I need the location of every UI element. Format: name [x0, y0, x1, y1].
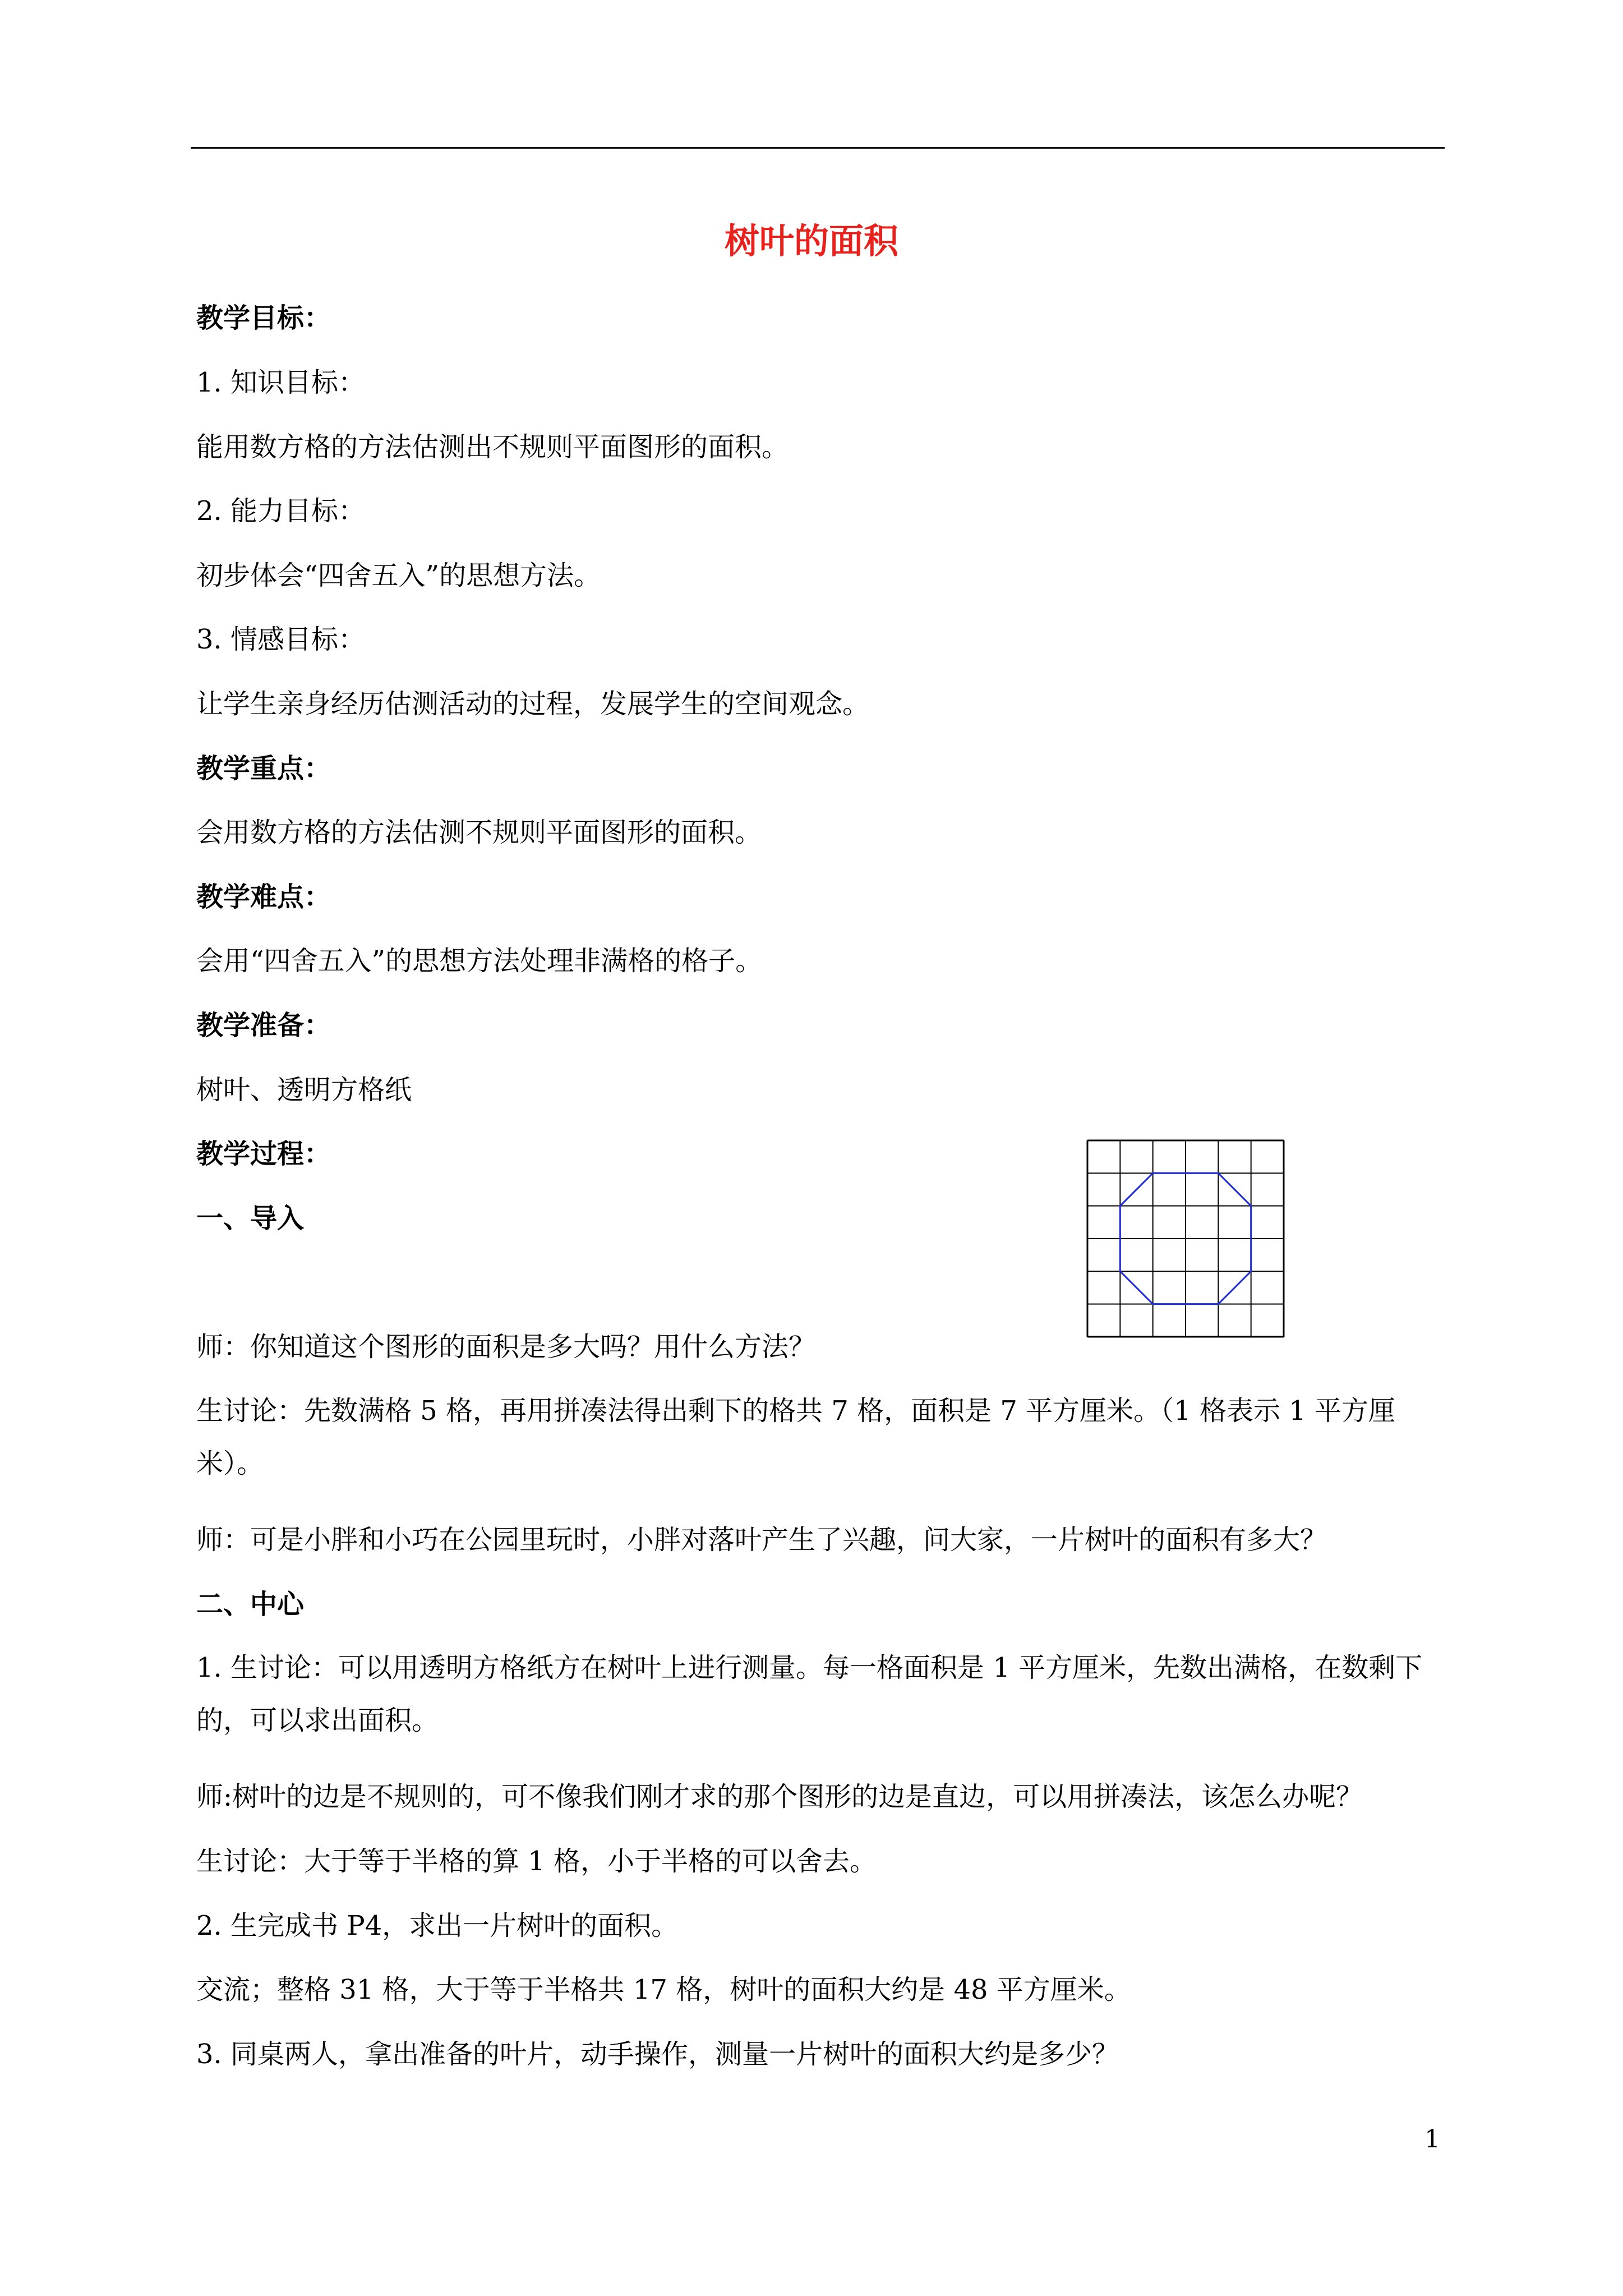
knowledge-goal-text: 能用数方格的方法估测出不规则平面图形的面积。 — [196, 431, 789, 463]
student-discussion-1: 生讨论：先数满格 5 格，再用拼凑法得出剩下的格共 7 格，面积是 7 平方厘米。（1 格表示 1 平方厘米）。 — [196, 1395, 1396, 1479]
exchange-text: 交流；整格 31 格，大于等于半格共 17 格，树叶的面积大约是 48 平方厘米。 — [196, 1974, 1131, 2005]
emotion-goal-text: 让学生亲身经历估测活动的过程，发展学生的空间观念。 — [196, 688, 870, 720]
grid-figure — [1086, 1139, 1285, 1338]
preparation-text: 树叶、透明方格纸 — [196, 1074, 412, 1106]
center-item-3: 3. 同桌两人，拿出准备的叶片，动手操作，测量一片树叶的面积大约是多少？ — [196, 2039, 1119, 2070]
teacher-question-1: 师：你知道这个图形的面积是多大吗？用什么方法？ — [196, 1331, 816, 1363]
center-item-1: 1. 生讨论：可以用透明方格纸方在树叶上进行测量。每一格面积是 1 平方厘米，先数出满格，在数剩下的，可以求出面积。 — [196, 1652, 1423, 1736]
key-point-text: 会用数方格的方法估测不规则平面图形的面积。 — [196, 817, 762, 848]
teacher-question-3: 师:树叶的边是不规则的，可不像我们刚才求的那个图形的边是直边，可以用拼凑法，该怎么办呢？ — [196, 1781, 1363, 1812]
intro-heading: 一、导入 — [196, 1203, 305, 1234]
goals-heading: 教学目标： — [196, 302, 331, 334]
document-title: 树叶的面积 — [724, 220, 898, 261]
ability-goal-label: 2. 能力目标： — [196, 495, 366, 527]
student-discussion-2: 生讨论：大于等于半格的算 1 格，小于半格的可以舍去。 — [196, 1846, 877, 1877]
center-heading: 二、中心 — [196, 1589, 305, 1620]
process-heading: 教学过程： — [196, 1138, 331, 1170]
preparation-heading: 教学准备： — [196, 1010, 331, 1041]
difficulty-text: 会用“四舍五入”的思想方法处理非满格的格子。 — [196, 945, 763, 977]
emotion-goal-label: 3. 情感目标： — [196, 624, 366, 655]
page-number: 1 — [1424, 2125, 1440, 2154]
difficulty-heading: 教学难点： — [196, 881, 331, 913]
teacher-question-2: 师：可是小胖和小巧在公园里玩时，小胖对落叶产生了兴趣，问大家，一片树叶的面积有多大？ — [196, 1524, 1327, 1556]
grid-lines — [1087, 1140, 1284, 1337]
key-point-heading: 教学重点： — [196, 753, 331, 784]
knowledge-goal-label: 1. 知识目标： — [196, 367, 366, 398]
center-item-2: 2. 生完成书 P4，求出一片树叶的面积。 — [196, 1910, 679, 1941]
header-rule — [191, 147, 1445, 149]
ability-goal-text: 初步体会“四舍五入”的思想方法。 — [196, 560, 601, 591]
